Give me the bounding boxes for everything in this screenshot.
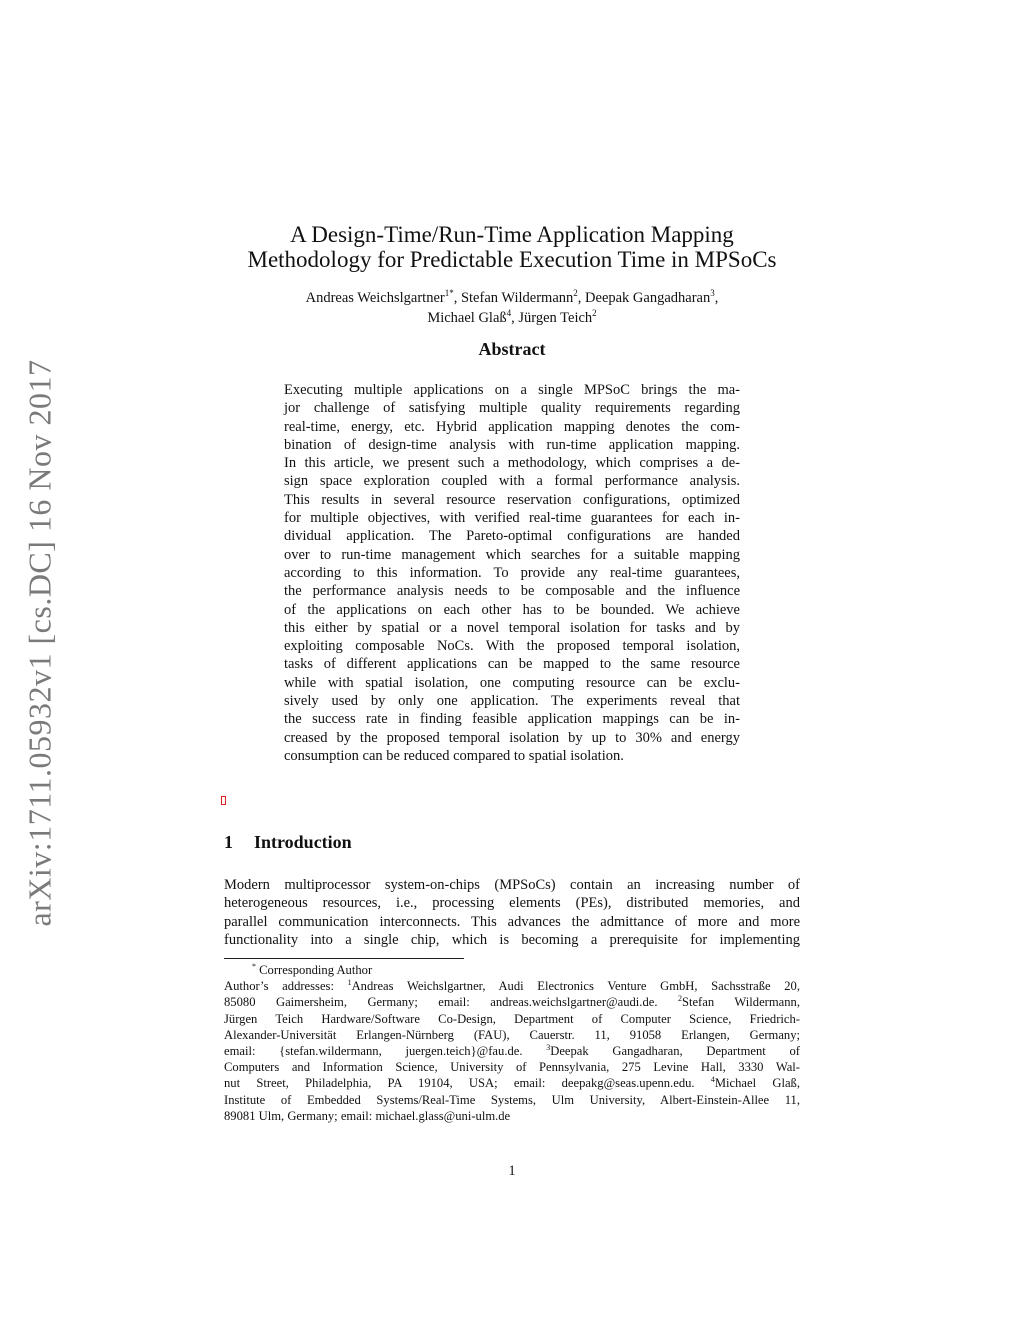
- footnote-mark: 3: [546, 1042, 551, 1052]
- abstract-line: the success rate in finding feasible application mappings can be in-: [284, 711, 740, 728]
- footnote-mark: 2: [677, 994, 682, 1004]
- author-list: [200, 288, 824, 328]
- page-number: 1: [508, 1163, 516, 1179]
- footnotes: [224, 962, 800, 1124]
- footnote-text: Author’s addresses:: [224, 979, 348, 994]
- abstract-line: exploiting composable NoCs. With the proposed temporal isolation,: [284, 638, 740, 655]
- author-line-2: [200, 308, 824, 328]
- title-line-1: A Design-Time/Run-Time Application Mapping: [290, 222, 734, 247]
- abstract-line: bination of design-time analysis with run-time application mapping.: [284, 436, 740, 453]
- abstract-line: the performance analysis needs to be composable and the influence: [284, 583, 740, 600]
- abstract-line: according to this information. To provide any real-time guarantees,: [284, 564, 740, 581]
- abstract-heading: Abstract: [478, 339, 546, 359]
- author-affiliation-mark: 4: [506, 308, 512, 319]
- abstract-line: This results in several resource reservation configurations, optimized: [284, 491, 740, 508]
- footnote-line: [224, 1043, 800, 1059]
- abstract-line: this either by spatial or a novel temporal isolation for tasks and by: [284, 619, 740, 636]
- footnote-text: nut Street, Philadelphia, PA 19104, USA; email: deepakg@seas.upenn.edu.: [224, 1076, 711, 1091]
- footnote-text: Michael Glaß,: [714, 1076, 800, 1091]
- footnote-mark: *: [252, 961, 256, 971]
- author-name: , Stefan Wildermann: [453, 290, 574, 306]
- abstract-line: tasks of different applications can be mapped to the same resource: [284, 656, 740, 673]
- author-affiliation-mark: 3: [710, 288, 715, 299]
- footnote-line: Alexander-Universität Erlangen-Nürnberg (FAU), Cauerstr. 11, 91058 Erlangen, Germany;: [224, 1027, 800, 1042]
- footnote-text: Corresponding Author: [259, 963, 373, 977]
- section-heading-introduction: [224, 832, 352, 853]
- abstract-line: creased by the proposed temporal isolation by up to 30% and energy: [284, 729, 740, 746]
- abstract-line: real-time, energy, etc. Hybrid application mapping denotes the com-: [284, 418, 740, 435]
- link-marker-box[interactable]: [221, 796, 226, 805]
- footnote-text: Deepak Gangadharan, Department of: [550, 1044, 801, 1059]
- author-name: Michael Glaß: [427, 310, 507, 326]
- title-line-2: Methodology for Predictable Execution Time in MPSoCs: [247, 247, 777, 272]
- intro-line: functionality into a single chip, which is becoming a prerequisite for implementing: [224, 931, 800, 948]
- footnote-text: 85080 Gaimersheim, Germany; email: andreas.weichslgartner@audi.de.: [224, 995, 678, 1010]
- footnote-corresponding: [224, 962, 800, 978]
- arxiv-identifier-stamp: arXiv:1711.05932v1 [cs.DC] 16 Nov 2017: [21, 359, 58, 927]
- author-affiliation-mark: 2: [592, 308, 597, 319]
- abstract-line: over to run-time management which searches for a suitable mapping: [284, 546, 740, 563]
- intro-line: parallel communication interconnects. This advances the admittance of more and more: [224, 913, 800, 930]
- abstract-line: consumption can be reduced compared to spatial isolation.: [284, 747, 624, 764]
- abstract-line: In this article, we present such a methodology, which comprises a de-: [284, 455, 740, 472]
- introduction-paragraph: [224, 876, 800, 949]
- author-affiliation-mark: 2: [573, 288, 578, 299]
- footnote-text: email: {stefan.wildermann, juergen.teich}@fau.de.: [224, 1044, 547, 1059]
- paper-title: [200, 222, 824, 272]
- abstract-body: [284, 381, 740, 765]
- intro-line: Modern multiprocessor system-on-chips (MPSoCs) contain an increasing number of: [224, 877, 800, 893]
- abstract-line: for multiple objectives, with verified real-time guarantees for each in-: [284, 510, 740, 527]
- author-name: Andreas Weichslgartner: [305, 290, 445, 306]
- footnote-text: Andreas Weichslgartner, Audi Electronics Venture GmbH, Sachsstraße 20,: [351, 979, 800, 994]
- abstract-line: while with spatial isolation, one computing resource can be exclu-: [284, 674, 740, 691]
- footnote-line: [224, 994, 800, 1010]
- abstract-line: jor challenge of satisfying multiple quality requirements regarding: [284, 400, 740, 417]
- author-name: , Deepak Gangadharan: [577, 290, 711, 306]
- footnote-text: Stefan Wildermann,: [681, 995, 800, 1010]
- abstract-line: sively used by only one application. The experiments reveal that: [284, 693, 740, 710]
- section-number: 1: [224, 832, 233, 852]
- author-separator: ,: [714, 290, 719, 306]
- section-title: Introduction: [254, 832, 352, 852]
- footnote-line: Institute of Embedded Systems/Real-Time Systems, Ulm University, Albert-Einstein-Allee 11,: [224, 1092, 800, 1107]
- abstract-line: dividual application. The Pareto-optimal configurations are handed: [284, 528, 740, 545]
- footnote-mark: 4: [710, 1075, 715, 1085]
- author-name: , Jürgen Teich: [511, 310, 593, 326]
- footnote-line: 89081 Ulm, Germany; email: michael.glass@uni-ulm.de: [224, 1108, 511, 1123]
- footnote-line: [224, 978, 800, 994]
- author-line-1: [200, 288, 824, 308]
- abstract-line: Executing multiple applications on a single MPSoC brings the ma-: [284, 382, 740, 398]
- abstract-line: sign space exploration coupled with a formal performance analysis.: [284, 473, 740, 490]
- abstract-line: of the applications on each other has to be bounded. We achieve: [284, 601, 740, 618]
- intro-line: heterogeneous resources, i.e., processing elements (PEs), distributed memories, and: [224, 895, 800, 912]
- footnote-line: Computers and Information Science, University of Pennsylvania, 275 Levine Hall, 3330 Wal-: [224, 1060, 800, 1075]
- author-affiliation-mark: 1*: [444, 288, 454, 299]
- footnote-divider: [224, 958, 464, 959]
- footnote-line: Jürgen Teich Hardware/Software Co-Design, Department of Computer Science, Friedrich-: [224, 1011, 800, 1026]
- footnote-mark: 1: [347, 978, 352, 988]
- footnote-line: [224, 1075, 800, 1091]
